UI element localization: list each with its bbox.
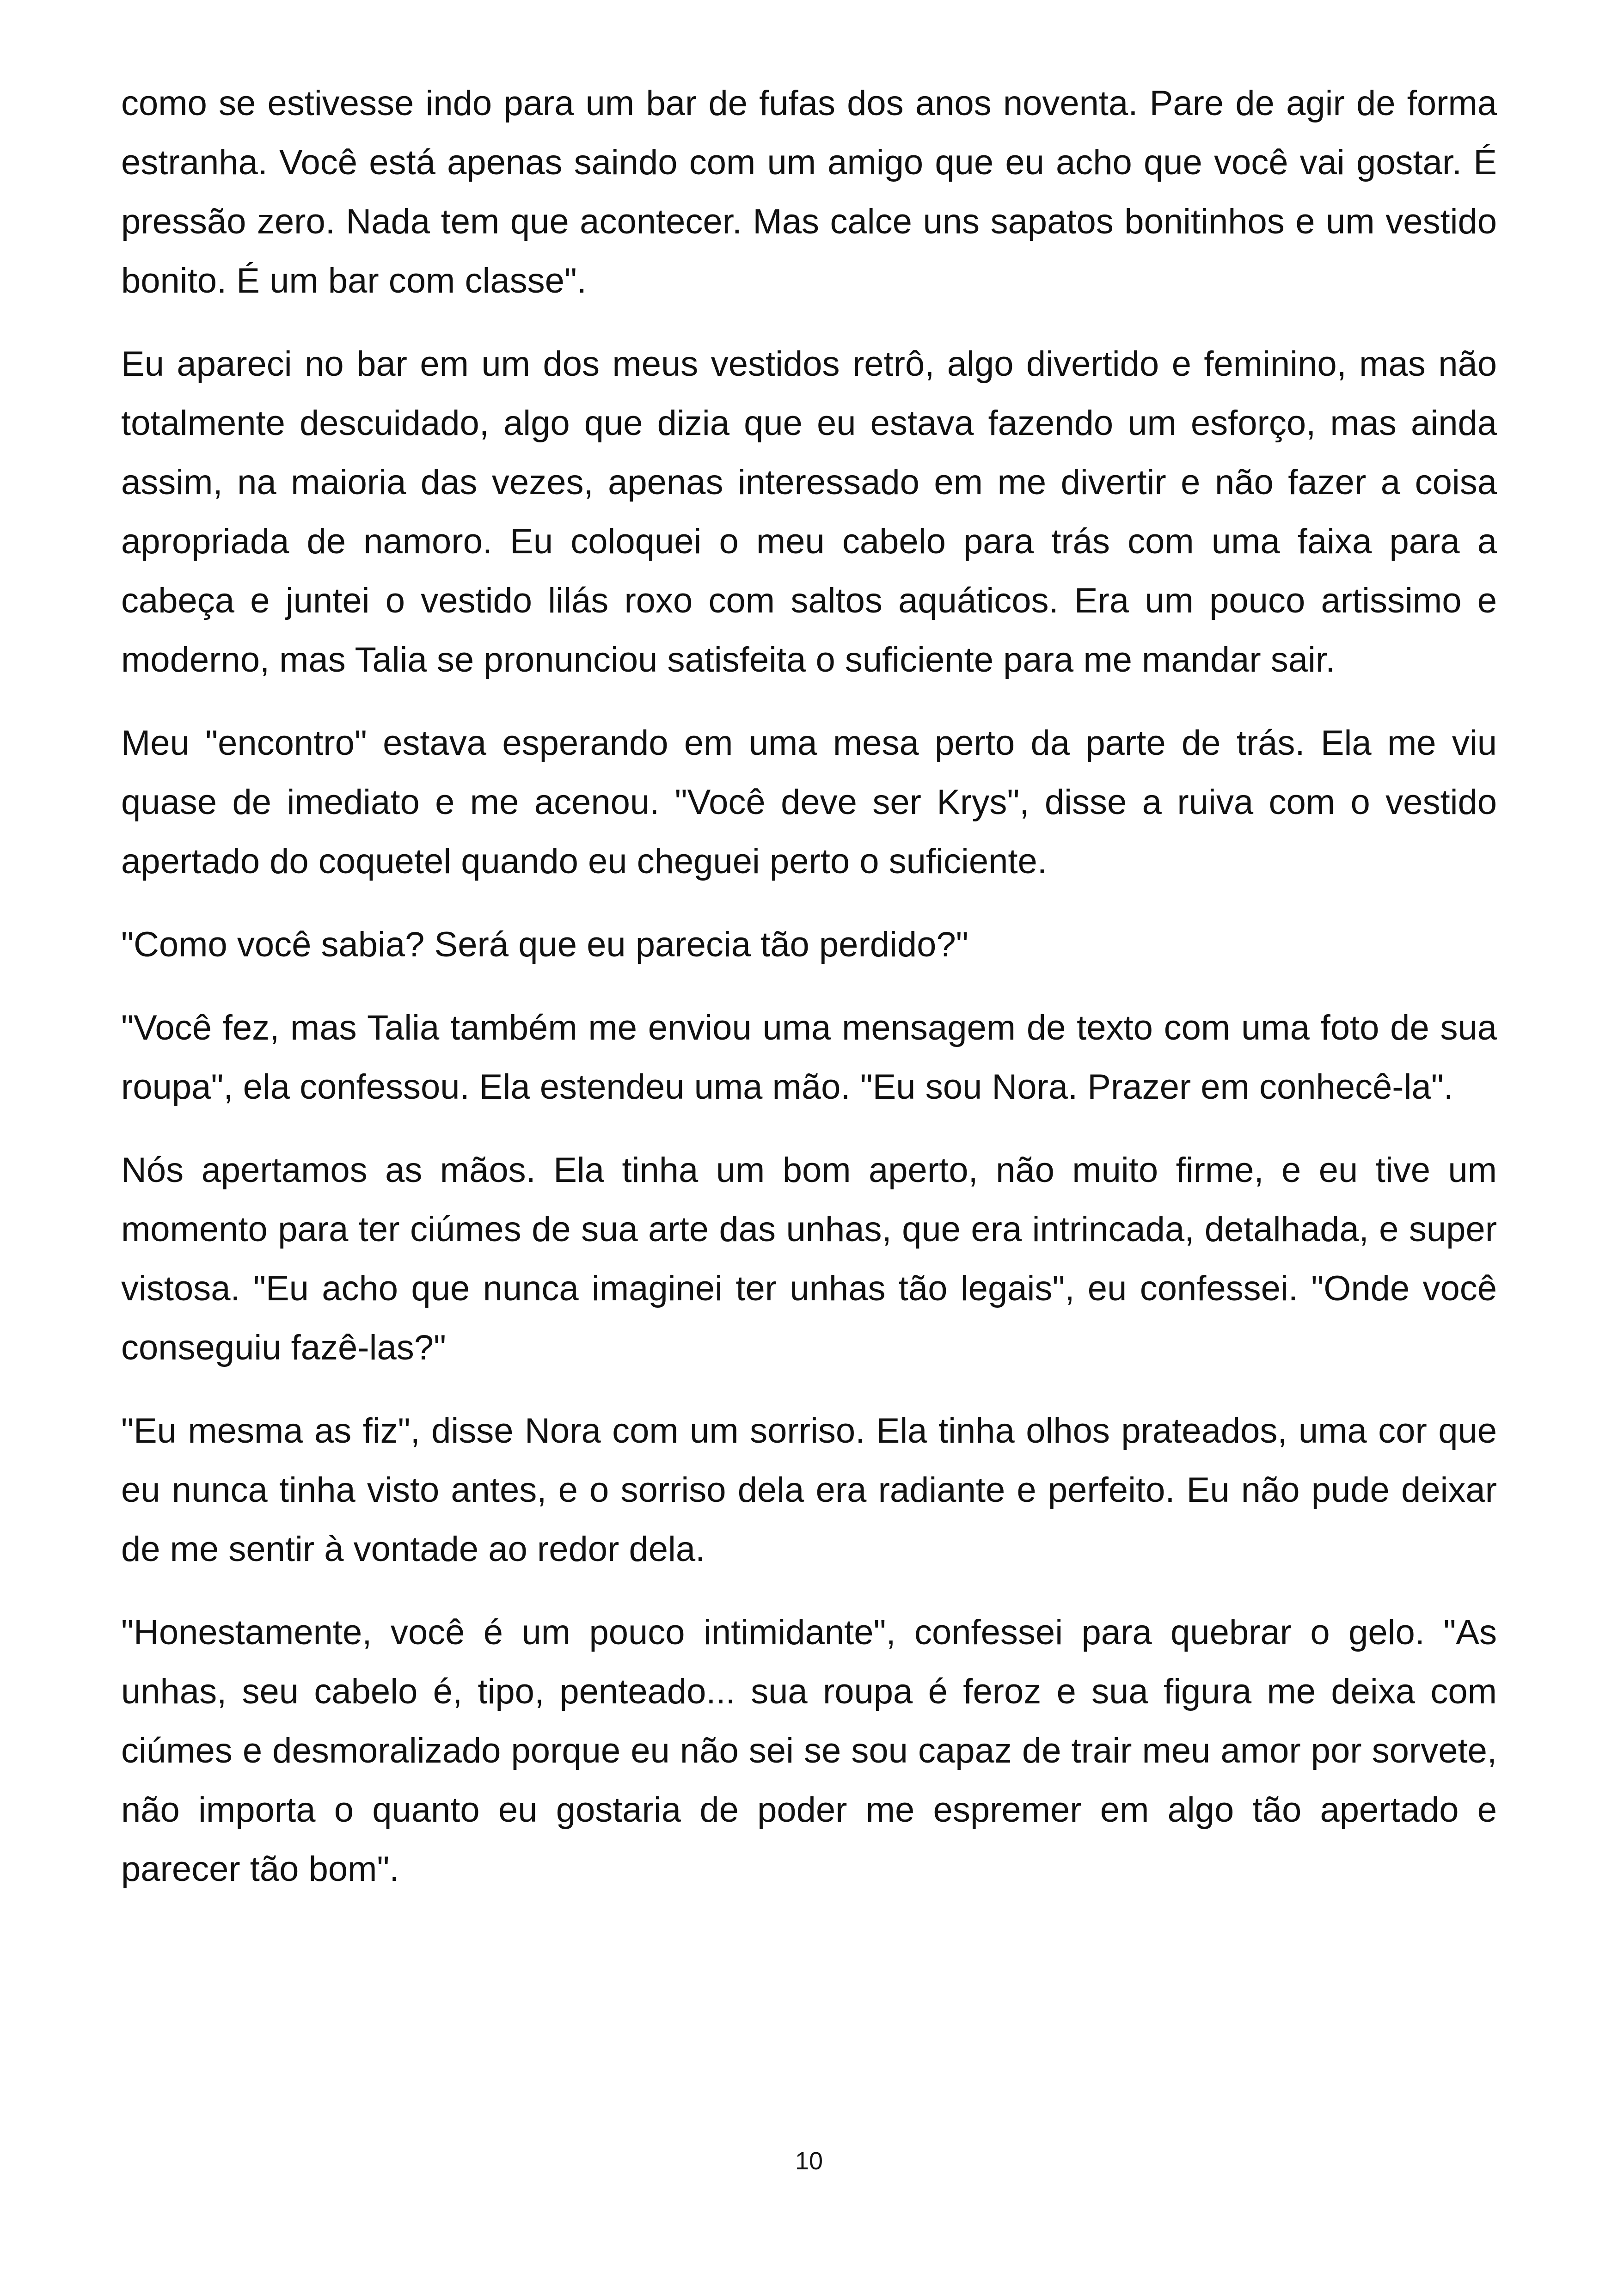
paragraph: "Como você sabia? Será que eu parecia tão perdido?" [121,925,968,964]
paragraph: "Você fez, mas Talia também me enviou uma mensagem de texto com uma foto de sua roupa", ela confessou. Ela estendeu uma mão. "Eu sou Nora. Prazer em conhecê-la". [121,1008,1497,1107]
paragraph: Nós apertamos as mãos. Ela tinha um bom aperto, não muito firme, e eu tive um momento para ter ciúmes de sua arte das unhas, que era intrincada, detalhada, e super vistosa. "Eu acho que nunca imaginei ter unhas tão legais", eu confessei. "Onde você conseguiu fazê-las?" [121,1151,1497,1367]
paragraph: Meu "encontro" estava esperando em uma mesa perto da parte de trás. Ela me viu quase de imediato e me acenou. "Você deve ser Krys", disse a ruiva com o vestido apertado do coquetel quando eu cheguei perto o suficiente. [121,723,1497,881]
paragraph: "Honestamente, você é um pouco intimidante", confessei para quebrar o gelo. "As unhas, seu cabelo é, tipo, penteado... sua roupa é feroz e sua figura me deixa com ciúmes e desmoralizado porque eu não sei se sou capaz de trair meu amor por sorvete, não importa o quanto eu gostaria de poder me espremer em algo tão apertado e parecer tão bom". [121,1613,1497,1889]
paragraph: como se estivesse indo para um bar de fufas dos anos noventa. Pare de agir de forma estranha. Você está apenas saindo com um amigo que eu acho que você vai gostar. É pressão zero. Nada tem que acontecer. Mas calce uns sapatos bonitinhos e um vestido bonito. É um bar com classe". [121,84,1497,300]
page-number: 10 [795,2147,823,2175]
paragraph: Eu apareci no bar em um dos meus vestidos retrô, algo divertido e feminino, mas não totalmente descuidado, algo que dizia que eu estava fazendo um esforço, mas ainda assim, na maioria das vezes, apenas interessado em me divertir e não fazer a coisa apropriada de namoro. Eu coloquei o meu cabelo para trás com uma faixa para a cabeça e juntei o vestido lilás roxo com saltos aquáticos. Era um pouco artissimo e moderno, mas Talia se pronunciou satisfeita o suficiente para me mandar sair. [121,344,1497,680]
body-text [121,74,1497,1923]
paragraph: "Eu mesma as fiz", disse Nora com um sorriso. Ela tinha olhos prateados, uma cor que eu nunca tinha visto antes, e o sorriso dela era radiante e perfeito. Eu não pude deixar de me sentir à vontade ao redor dela. [121,1411,1497,1569]
